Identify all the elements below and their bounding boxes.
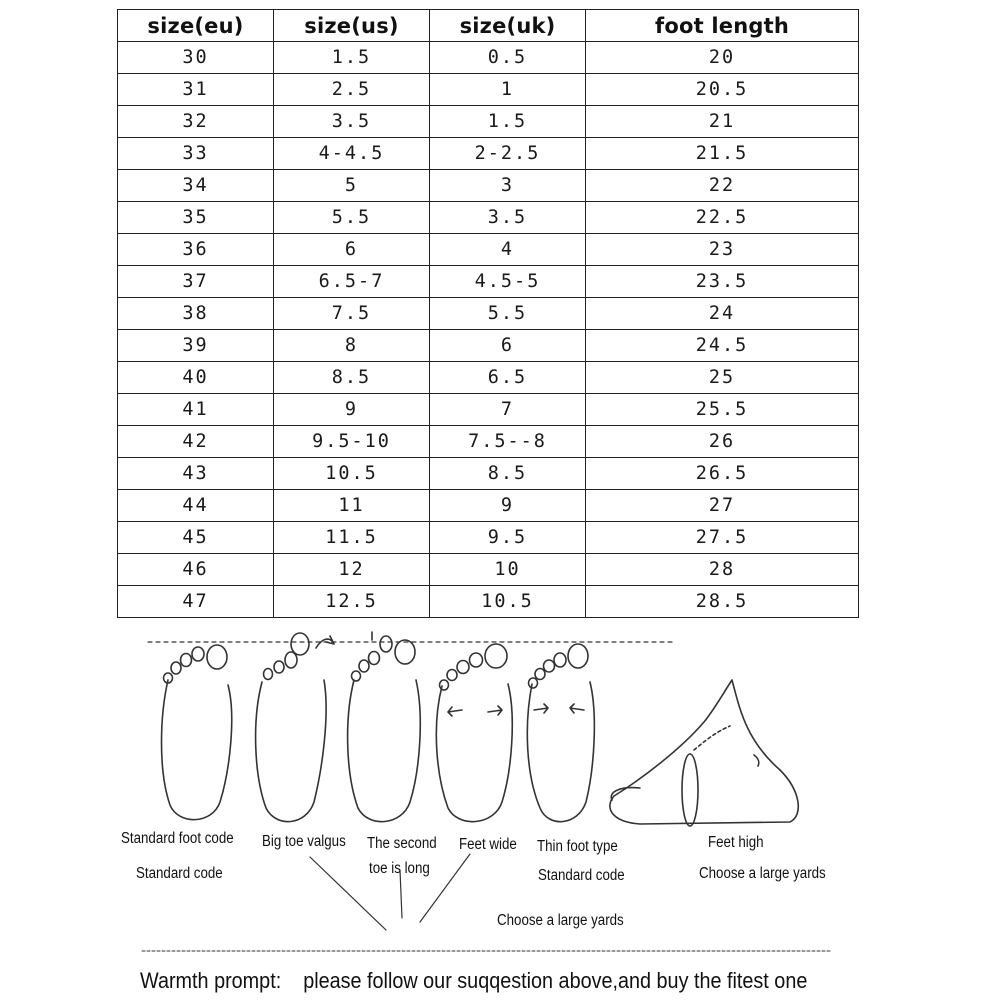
table-cell: 27.5 <box>586 522 859 554</box>
table-row <box>118 42 859 74</box>
table-cell: 23.5 <box>586 266 859 298</box>
table-row <box>118 298 859 330</box>
table-cell: 20 <box>586 42 859 74</box>
table-cell: 4-4.5 <box>274 138 430 170</box>
standard-foot-icon <box>162 645 232 820</box>
warmth-prompt: Warmth prompt: please follow our suqqestion above,and buy the fitest one <box>140 968 808 993</box>
table-cell: 1.5 <box>274 42 430 74</box>
table-cell: 8.5 <box>274 362 430 394</box>
table-cell: 44 <box>118 490 274 522</box>
table-cell: 22 <box>586 170 859 202</box>
table-cell: 22.5 <box>586 202 859 234</box>
table-cell: 9.5-10 <box>274 426 430 458</box>
table-cell: 8 <box>274 330 430 362</box>
table-cell: 26 <box>586 426 859 458</box>
table-cell: 40 <box>118 362 274 394</box>
table-row <box>118 522 859 554</box>
table-cell: 4 <box>430 234 586 266</box>
table-row <box>118 170 859 202</box>
label-standard-foot-code: Standard foot code <box>121 830 234 847</box>
table-row <box>118 426 859 458</box>
table-cell: 11 <box>274 490 430 522</box>
label-second-toe-line2: toe is long <box>369 860 430 877</box>
table-cell: 28 <box>586 554 859 586</box>
table-row <box>118 138 859 170</box>
table-row <box>118 554 859 586</box>
table-cell: 10 <box>430 554 586 586</box>
table-cell: 7.5 <box>274 298 430 330</box>
table-cell: 36 <box>118 234 274 266</box>
table-row <box>118 202 859 234</box>
table-row <box>118 458 859 490</box>
label-feet-high: Feet high <box>708 834 764 851</box>
table-cell: 37 <box>118 266 274 298</box>
table-cell: 21.5 <box>586 138 859 170</box>
label-choose-large-yards-1: Choose a large yards <box>699 865 826 882</box>
table-cell: 9.5 <box>430 522 586 554</box>
table-cell: 7.5--8 <box>430 426 586 458</box>
table-cell: 2.5 <box>274 74 430 106</box>
table-cell: 39 <box>118 330 274 362</box>
table-cell: 24.5 <box>586 330 859 362</box>
table-cell: 20.5 <box>586 74 859 106</box>
size-chart-table <box>117 9 859 618</box>
table-cell: 6.5-7 <box>274 266 430 298</box>
table-cell: 31 <box>118 74 274 106</box>
table-cell: 41 <box>118 394 274 426</box>
table-cell: 38 <box>118 298 274 330</box>
table-row <box>118 234 859 266</box>
table-cell: 4.5-5 <box>430 266 586 298</box>
table-cell: 27 <box>586 490 859 522</box>
table-cell: 9 <box>274 394 430 426</box>
table-cell: 26.5 <box>586 458 859 490</box>
table-cell: 32 <box>118 106 274 138</box>
table-cell: 25.5 <box>586 394 859 426</box>
big-toe-valgus-foot-icon <box>256 633 334 822</box>
column-header: size(us) <box>274 10 430 42</box>
table-cell: 10.5 <box>274 458 430 490</box>
label-choose-large-yards-2: Choose a large yards <box>497 912 624 929</box>
foot-types-illustration <box>0 630 1003 1003</box>
table-cell: 35 <box>118 202 274 234</box>
table-cell: 1 <box>430 74 586 106</box>
table-cell: 9 <box>430 490 586 522</box>
table-cell: 23 <box>586 234 859 266</box>
table-row <box>118 266 859 298</box>
wide-foot-icon <box>436 644 512 822</box>
table-row <box>118 490 859 522</box>
table-cell: 2-2.5 <box>430 138 586 170</box>
label-standard-code-2: Standard code <box>538 867 625 884</box>
table-cell: 30 <box>118 42 274 74</box>
table-cell: 1.5 <box>430 106 586 138</box>
table-cell: 5.5 <box>274 202 430 234</box>
table-row <box>118 394 859 426</box>
column-header: foot length <box>586 10 859 42</box>
table-cell: 12 <box>274 554 430 586</box>
table-cell: 6 <box>430 330 586 362</box>
label-thin-foot-type: Thin foot type <box>537 838 618 855</box>
table-cell: 6.5 <box>430 362 586 394</box>
table-cell: 45 <box>118 522 274 554</box>
table-cell: 8.5 <box>430 458 586 490</box>
table-cell: 10.5 <box>430 586 586 618</box>
table-cell: 3.5 <box>274 106 430 138</box>
table-cell: 47 <box>118 586 274 618</box>
label-big-toe-valgus: Big toe valgus <box>262 833 346 850</box>
table-cell: 3 <box>430 170 586 202</box>
column-header: size(eu) <box>118 10 274 42</box>
table-cell: 5 <box>274 170 430 202</box>
table-cell: 43 <box>118 458 274 490</box>
table-cell: 7 <box>430 394 586 426</box>
table-row <box>118 330 859 362</box>
label-feet-wide: Feet wide <box>459 836 517 853</box>
table-cell: 0.5 <box>430 42 586 74</box>
label-second-toe-line1: The second <box>367 835 437 852</box>
table-cell: 42 <box>118 426 274 458</box>
table-body <box>118 42 859 618</box>
table-cell: 11.5 <box>274 522 430 554</box>
table-row <box>118 362 859 394</box>
thin-foot-icon <box>527 644 594 822</box>
table-cell: 34 <box>118 170 274 202</box>
label-standard-code-1: Standard code <box>136 865 223 882</box>
table-cell: 24 <box>586 298 859 330</box>
high-instep-foot-icon <box>610 680 798 826</box>
table-cell: 12.5 <box>274 586 430 618</box>
table-header-row <box>118 10 859 42</box>
table-cell: 5.5 <box>430 298 586 330</box>
table-cell: 6 <box>274 234 430 266</box>
table-row <box>118 106 859 138</box>
table-cell: 25 <box>586 362 859 394</box>
table-cell: 28.5 <box>586 586 859 618</box>
table-cell: 46 <box>118 554 274 586</box>
column-header: size(uk) <box>430 10 586 42</box>
table-cell: 33 <box>118 138 274 170</box>
table-cell: 3.5 <box>430 202 586 234</box>
table-row <box>118 74 859 106</box>
table-row <box>118 586 859 618</box>
table-cell: 21 <box>586 106 859 138</box>
second-toe-long-foot-icon <box>348 632 421 822</box>
